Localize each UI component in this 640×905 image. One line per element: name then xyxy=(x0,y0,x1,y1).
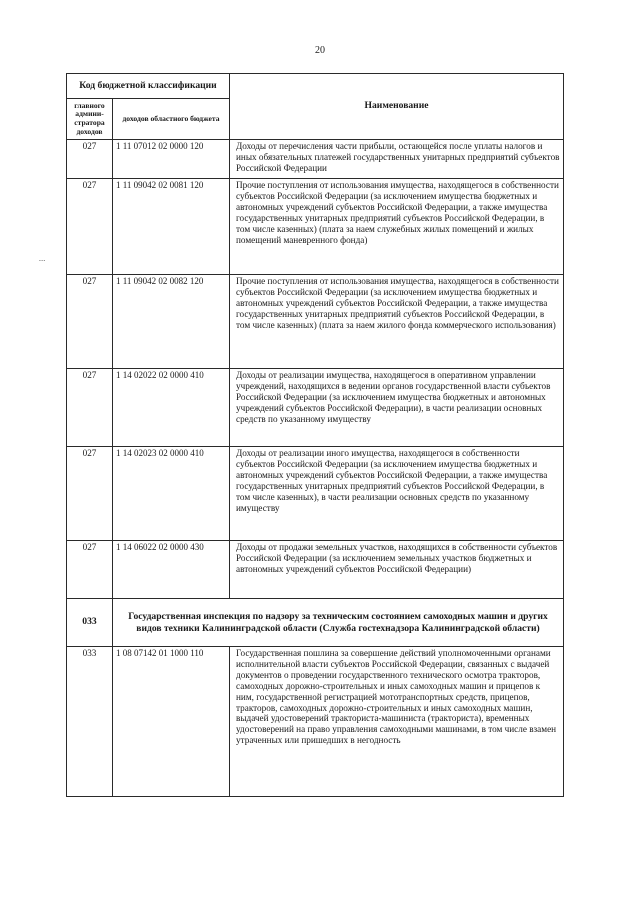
name-cell: Прочие поступления от использования имущества, находящегося в собственности субъектов Российской Федерации (за исключением имущества бюджетных и автономных учреждений субъектов Российской Федерации, а также имущества государственных унитарных предприятий субъектов Российской Федерации, в том числе казенных) (плата за наем жилого фонда коммерческого использования) xyxy=(230,275,564,369)
budget-classification-table xyxy=(66,73,564,797)
margin-mark: ⁝ xyxy=(36,259,47,262)
header-row-1 xyxy=(67,74,564,99)
income-code-cell: 1 14 06022 02 0000 430 xyxy=(113,541,230,599)
admin-code-cell: 027 xyxy=(67,369,113,447)
section-title-cell: Государственная инспекция по надзору за техническим состоянием самоходных машин и других видов техники Калининградской области (Служба гостехнадзора Калининградской области) xyxy=(113,599,564,647)
income-code-cell: 1 11 09042 02 0082 120 xyxy=(113,275,230,369)
income-code-cell: 1 11 09042 02 0081 120 xyxy=(113,179,230,275)
admin-code-cell: 027 xyxy=(67,140,113,179)
admin-code-cell: 027 xyxy=(67,447,113,541)
name-cell: Государственная пошлина за совершение действий уполномоченными органами исполнительной власти субъектов Российской Федерации, связанных с выдачей документов о проведении государственного технического осмотра тракторов, самоходных дорожно-строительных и иных самоходных машин и прицепов к ним, государственной регистрацией мототранспортных средств, прицепов, тракторов, самоходных дорожно-строительных и иных самоходных машин, выдачей удостоверений тракториста-машиниста (тракториста), временных удостоверений на право управления самоходными машинами, в том числе взамен утраченных или пришедших в негодность xyxy=(230,647,564,797)
header-admin-cell: главного админи-стратора доходов xyxy=(67,99,113,140)
table-row xyxy=(67,541,564,599)
table-row xyxy=(67,140,564,179)
section-header-row xyxy=(67,599,564,647)
name-cell: Доходы от реализации имущества, находящегося в оперативном управлении учреждений, находящихся в ведении органов государственной власти субъектов Российской Федерации (за исключением имущества бюджетных и автономных учреждений субъектов Российской Федерации), в части реализации основных средств по указанному имуществу xyxy=(230,369,564,447)
section-code-cell: 033 xyxy=(67,599,113,647)
name-cell: Доходы от перечисления части прибыли, остающейся после уплаты налогов и иных обязательных платежей государственных унитарных предприятий субъектов Российской Федерации xyxy=(230,140,564,179)
header-income-cell: доходов областного бюджета xyxy=(113,99,230,140)
page-number: 20 xyxy=(315,45,325,56)
header-group-cell: Код бюджетной классификации xyxy=(67,74,230,99)
table-row xyxy=(67,179,564,275)
table-row xyxy=(67,447,564,541)
income-code-cell: 1 08 07142 01 1000 110 xyxy=(113,647,230,797)
name-cell: Доходы от реализации иного имущества, находящегося в собственности субъектов Российской Федерации (за исключением имущества бюджетных и автономных учреждений субъектов Российской Федерации, а также имущества государственных унитарных предприятий субъектов Российской Федерации, в том числе казенных), в части реализации основных средств по указанному имуществу xyxy=(230,447,564,541)
table-row xyxy=(67,369,564,447)
admin-code-cell: 033 xyxy=(67,647,113,797)
name-cell: Прочие поступления от использования имущества, находящегося в собственности субъектов Российской Федерации (за исключением имущества бюджетных и автономных учреждений субъектов Российской Федерации, а также имущества государственных унитарных предприятий субъектов Российской Федерации, в том числе казенных) (плата за наем служебных жилых помещений и жилых помещений маневренного фонда) xyxy=(230,179,564,275)
table-row xyxy=(67,647,564,797)
table-row xyxy=(67,275,564,369)
admin-code-cell: 027 xyxy=(67,541,113,599)
admin-code-cell: 027 xyxy=(67,179,113,275)
admin-code-cell: 027 xyxy=(67,275,113,369)
income-code-cell: 1 14 02022 02 0000 410 xyxy=(113,369,230,447)
header-name-cell: Наименование xyxy=(230,74,564,140)
name-cell: Доходы от продажи земельных участков, находящихся в собственности субъектов Российской Федерации (за исключением земельных участков бюджетных и автономных учреждений субъектов Российской Федерации) xyxy=(230,541,564,599)
income-code-cell: 1 14 02023 02 0000 410 xyxy=(113,447,230,541)
income-code-cell: 1 11 07012 02 0000 120 xyxy=(113,140,230,179)
